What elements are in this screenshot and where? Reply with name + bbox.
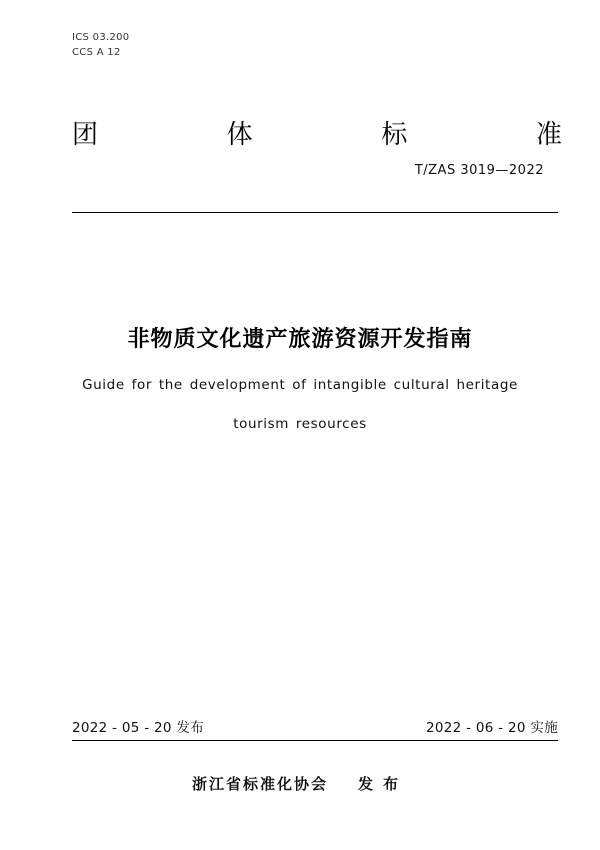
issue-date: 2022 - 05 - 20 发布: [72, 720, 205, 736]
standard-number: T/ZAS 3019—2022: [414, 163, 544, 178]
title-chinese: 非物质文化遗产旅游资源开发指南: [127, 327, 473, 352]
bottom-divider: [72, 740, 558, 741]
standard-type-char: 标: [381, 119, 408, 150]
top-divider: [72, 212, 558, 213]
publisher-line: [0, 773, 600, 794]
title-english-line1: Guide for the development of intangible cultural heritage: [82, 377, 518, 393]
ics-code: ICS 03.200: [72, 32, 130, 43]
title-english-line2: tourism resources: [233, 416, 367, 432]
standard-type-char: 体: [226, 119, 253, 150]
standard-type-char: 准: [535, 119, 562, 150]
standard-type-char: 团: [72, 119, 99, 150]
publisher-organization: 浙江省标准化协会: [191, 775, 328, 793]
implementation-date: 2022 - 06 - 20 实施: [425, 720, 558, 736]
ccs-code: CCS A 12: [72, 47, 121, 58]
classification-codes: [72, 30, 129, 60]
publisher-action: 发布: [358, 775, 409, 793]
standard-type-heading: [72, 112, 562, 152]
